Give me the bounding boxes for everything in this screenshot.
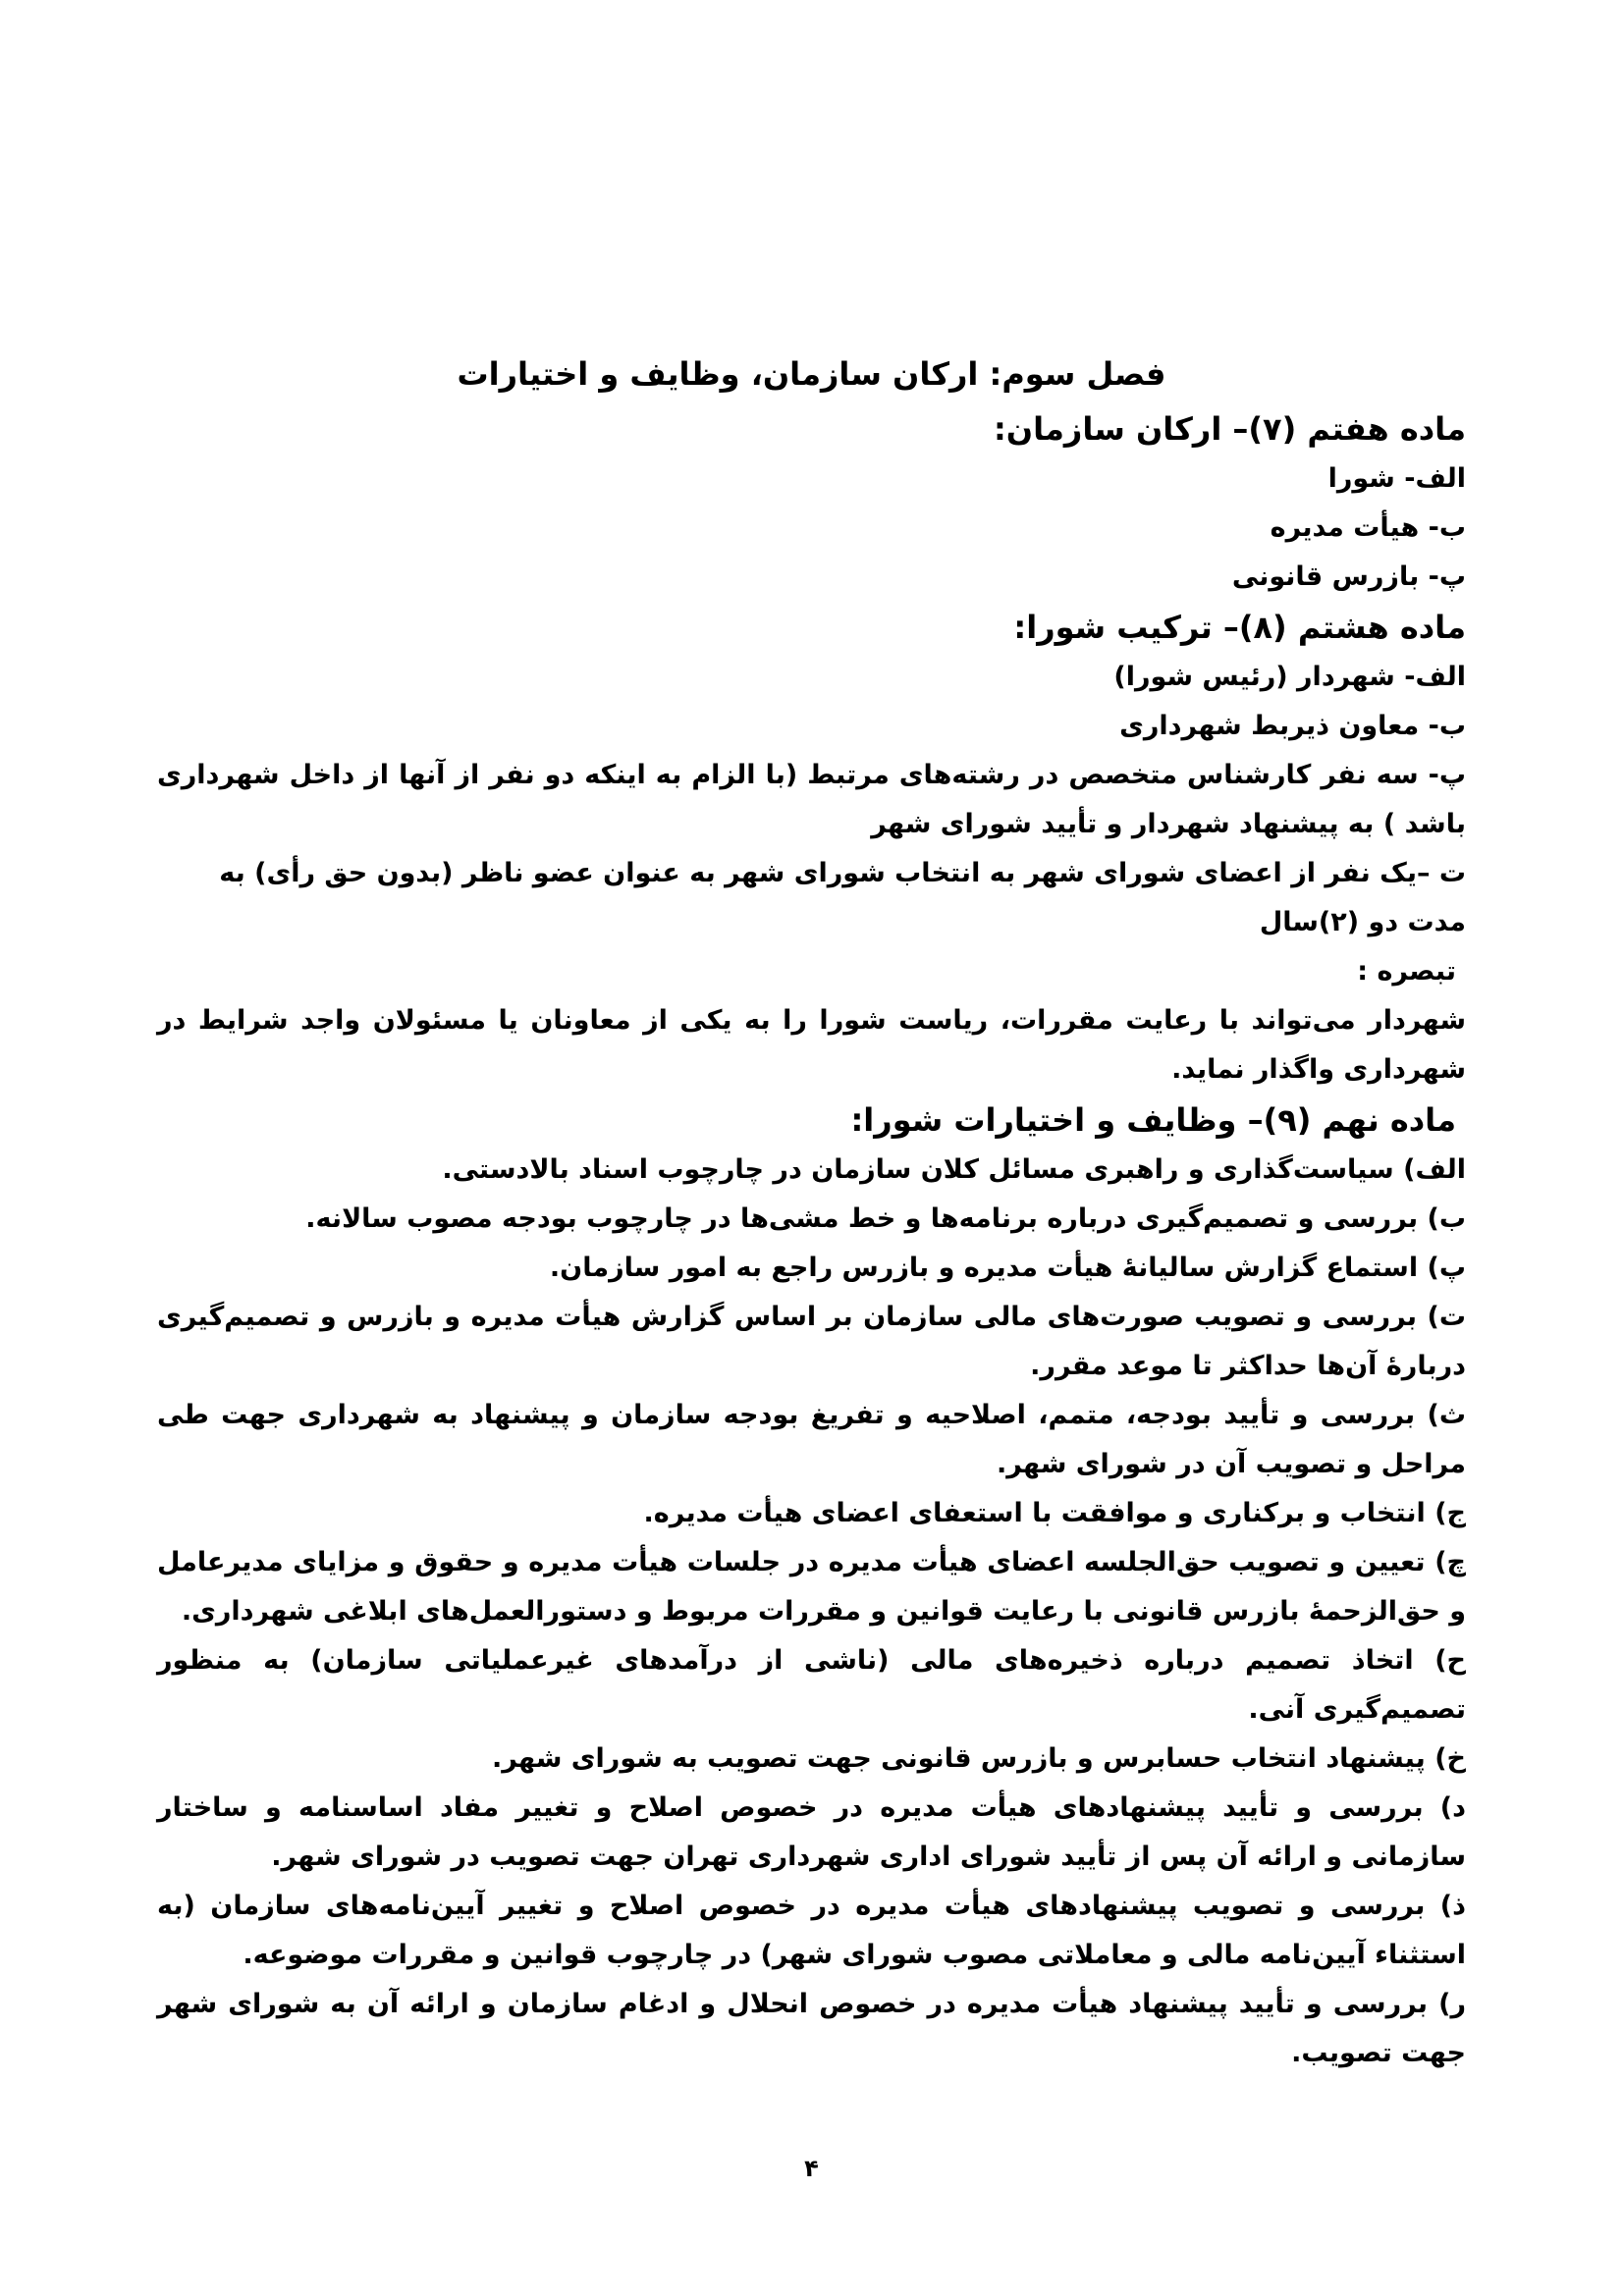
article-8-item: ب- معاون ذیربط شهرداری [1119, 711, 1466, 741]
article-9-item: ذ) بررسی و تصویب پیشنهادهای هیأت مدیره در خصوص اصلاح و تغییر آیین‌نامه‌های سازمان (به استثناء آیین‌نامه مالی و معاملاتی مصوب شورای شهر) در چارچوب قوانین و مقررات موضوعه. [157, 1891, 1466, 1970]
article-9-item: د) بررسی و تأیید پیشنهادهای هیأت مدیره در خصوص اصلاح و تغییر مفاد اساسنامه و ساختار سازمانی و ارائه آن پس از تأیید شورای اداری شهرداری تهران جهت تصویب در شورای شهر. [157, 1792, 1466, 1872]
article-9-item: ث) بررسی و تأیید بودجه، متمم، اصلاحیه و تفریغ بودجه سازمان و پیشنهاد به شهرداری جهت طی مراحل و تصویب آن در شورای شهر. [157, 1400, 1466, 1479]
article-9-item: چ) تعیین و تصویب حق‌الجلسه اعضای هیأت مدیره در جلسات هیأت مدیره و حقوق و مزایای مدیرعامل و حق‌الزحمهٔ بازرس قانونی با رعایت قوانین و مقررات مربوط و دستورالعمل‌های ابلاغی شهرداری. [157, 1547, 1466, 1627]
article-7-title: ماده هفتم (۷)– ارکان سازمان: [993, 410, 1466, 448]
article-8-item: ت –یک نفر از اعضای شورای شهر به انتخاب شورای شهر به عنوان عضو ناظر (بدون حق رأی) به مدت دو (۲)سال [219, 858, 1466, 937]
article-7-item: الف- شورا [1327, 463, 1466, 494]
article-9-title: ماده نهم (۹)– وظایف و اختیارات شورا: [850, 1101, 1456, 1139]
article-9-item: خ) پیشنهاد انتخاب حسابرس و بازرس قانونی جهت تصویب به شورای شهر. [491, 1743, 1466, 1774]
article-7-item: پ- بازرس قانونی [1231, 561, 1466, 592]
page-number: ۴ [804, 2155, 819, 2182]
article-9-item: الف) سیاست‌گذاری و راهبری مسائل کلان سازمان در چارچوب اسناد بالادستی. [442, 1154, 1466, 1185]
article-8-title: ماده هشتم (۸)– ترکیب شورا: [1013, 609, 1466, 646]
note-label: تبصره : [1357, 956, 1456, 987]
chapter-title: فصل سوم: ارکان سازمان، وظایف و اختیارات [457, 355, 1166, 393]
article-8-item: پ- سه نفر کارشناس متخصص در رشته‌های مرتبط (با الزام به اینکه دو نفر از آنها از داخل شهرداری باشد ) به پیشنهاد شهردار و تأیید شورای شهر [157, 760, 1466, 839]
article-8-item: الف- شهردار (رئیس شورا) [1113, 662, 1466, 692]
article-9-item: ر) بررسی و تأیید پیشنهاد هیأت مدیره در خصوص انحلال و ادغام سازمان و ارائه آن به شورای شهر جهت تصویب. [157, 1989, 1466, 2068]
article-9-item: پ) استماع گزارش سالیانهٔ هیأت مدیره و بازرس راجع به امور سازمان. [549, 1253, 1466, 1283]
article-9-item: ت) بررسی و تصویب صورت‌های مالی سازمان بر اساس گزارش هیأت مدیره و بازرس و تصمیم‌گیری دربارهٔ آن‌ها حداکثر تا موعد مقرر. [157, 1302, 1466, 1381]
article-9-item: ب) بررسی و تصمیم‌گیری درباره برنامه‌ها و خط مشی‌ها در چارچوب بودجه مصوب سالانه. [305, 1203, 1466, 1234]
page-content [157, 348, 1466, 2078]
article-9-item: ح) اتخاذ تصمیم درباره ذخیره‌های مالی (ناشی از درآمدهای غیرعملیاتی سازمان) به منظور تصمیم‌گیری آنی. [157, 1645, 1466, 1725]
article-9-item: ج) انتخاب و برکناری و موافقت با استعفای اعضای هیأت مدیره. [643, 1498, 1466, 1528]
article-7-item: ب- هیأت مدیره [1270, 512, 1466, 543]
note-text: شهردار می‌تواند با رعایت مقررات، ریاست شورا را به یکی از معاونان یا مسئولان واجد شرایط در شهرداری واگذار نماید. [157, 1005, 1466, 1085]
